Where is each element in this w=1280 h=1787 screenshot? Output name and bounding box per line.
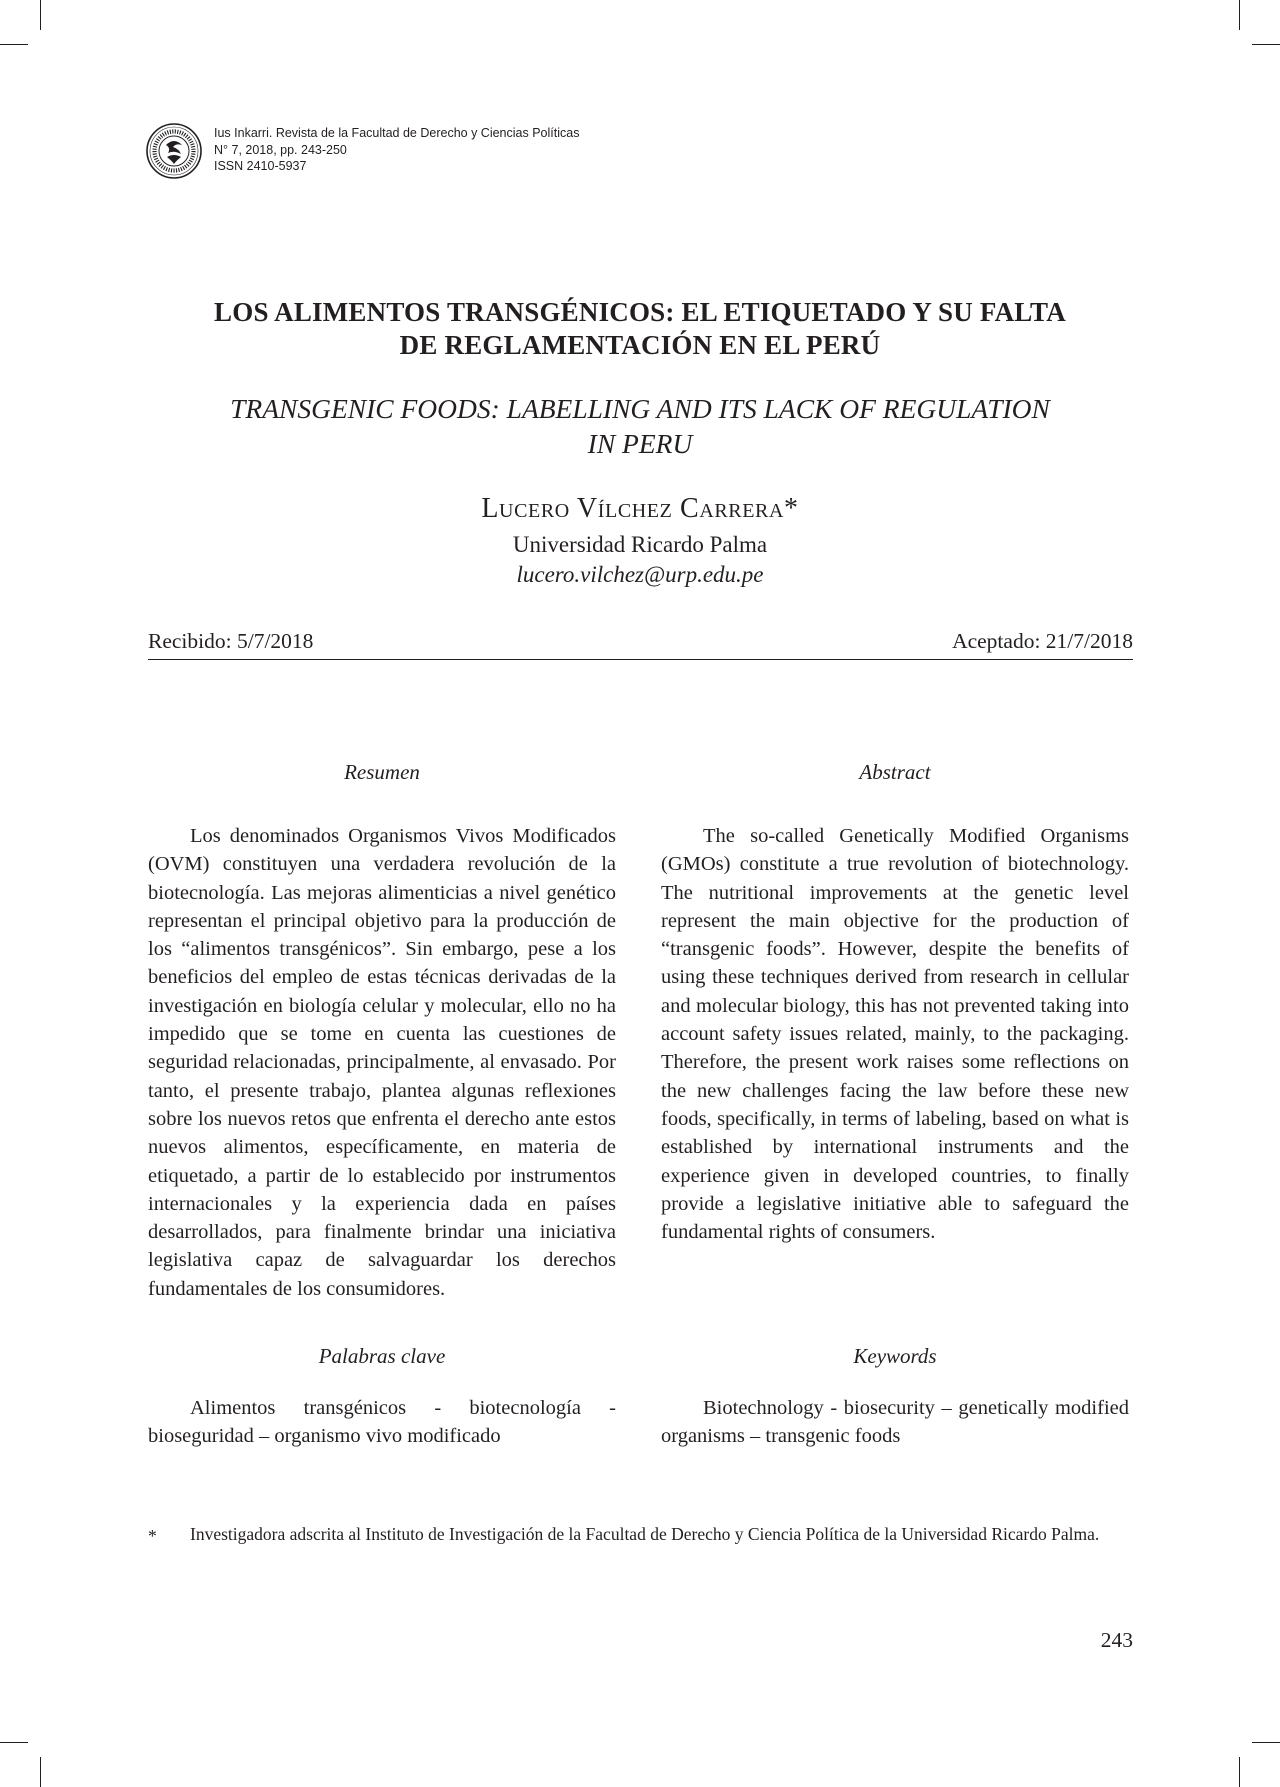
footnote-mark: * [148,1526,157,1546]
abstract-body [661,822,1129,1246]
resumen-column [148,760,616,1303]
resumen-body [148,822,616,1303]
keywords-es-text: Alimentos transgénicos - biotecnología - bioseguridad – organismo vivo modificado [148,1397,616,1448]
crop-mark-bottom-left-h [0,1742,28,1743]
resumen-paragraph: Los denominados Organismos Vivos Modificados (OVM) constituyen una verdadera revolución de la biotecnología. Las mejoras alimenticias a nivel genético representan el principal objetivo para la producción de los “alimentos transgénicos”. Sin embargo, pese a los beneficios del empleo de estas técnicas derivadas de la investigación en biología celular y molecular, ello no ha impedido que se tome en cuenta las cuestiones de seguridad relacionadas, principalmente, al envasado. Por tanto, el presente trabajo, plantea algunas reflexiones sobre los nuevos retos que enfrenta el derecho ante estos nuevos alimentos, específicamente, en materia de etiquetado, a partir de lo establecido por instrumentos internacionales y la experiencia dada en países desarrollados, para finalmente brindar una iniciativa legislativa capaz de salvaguardar los derechos fundamentales de los consumidores. [148,825,616,1300]
abstract-column [661,760,1129,1246]
keywords-es [148,1394,616,1451]
crop-mark-top-right-h [1252,44,1280,45]
journal-issn: ISSN 2410-5937 [214,159,307,173]
footnote-text: Investigadora adscrita al Instituto de Investigación de la Facultad de Derecho y Ciencia Política de la Universidad Ricardo Palma. [190,1524,1100,1544]
keywords-en [661,1394,1129,1451]
abstract-paragraph: The so-called Genetically Modified Organisms (GMOs) constitute a true revolution of biotechnology. The nutritional improvements at the genetic level represent the main objective for the production of “transgenic foods”. However, despite the benefits of using these techniques derived from research in cellular and molecular biology, this has not prevented taking into account safety issues related, mainly, to the packaging. Therefore, the present work raises some reflections on the new challenges facing the law before these new foods, specifically, in terms of labeling, based on what is established by international instruments and the experience given in developed countries, to finally provide a legislative initiative able to safeguard the fundamental rights of consumers. [661,825,1129,1244]
crop-mark-bottom-left-v [40,1757,41,1787]
crop-mark-bottom-right-v [1239,1757,1240,1787]
crop-mark-top-right-v [1239,0,1240,30]
page-number: 243 [1100,1628,1133,1652]
received-date: Recibido: 5/7/2018 [148,629,314,653]
resumen-heading: Resumen [344,760,420,784]
title-spanish-line-2: DE REGLAMENTACIÓN EN EL PERÚ [399,330,881,360]
journal-issue: N° 7, 2018, pp. 243-250 [214,142,347,157]
title-spanish-line-1: LOS ALIMENTOS TRANSGÉNICOS: EL ETIQUETADO Y SU FALTA [214,297,1066,327]
crop-mark-top-left-h [0,44,28,45]
author-name: Lucero Vílchez Carrera* [481,493,799,524]
abstract-heading: Abstract [859,760,931,784]
keywords-es-heading: Palabras clave [318,1344,446,1368]
keywords-en-heading: Keywords [853,1344,937,1368]
dates-row [148,629,1133,660]
crop-mark-bottom-right-h [1252,1742,1280,1743]
university-seal-icon [146,123,202,179]
keywords-en-text: Biotechnology - biosecurity – genetically modified organisms – transgenic foods [661,1397,1129,1448]
title-spanish [150,296,1130,362]
author-email: lucero.vilchez@urp.edu.pe [516,562,764,587]
crop-mark-top-left-v [40,0,41,30]
title-english-line-2: IN PERU [587,428,693,459]
journal-name: Ius Inkarri. Revista de la Facultad de Derecho y Ciencias Políticas [214,126,580,140]
title-english-line-1: TRANSGENIC FOODS: LABELLING AND ITS LACK OF REGULATION [230,393,1050,424]
accepted-date: Aceptado: 21/7/2018 [952,629,1133,653]
journal-info [214,125,694,175]
footnote [148,1522,1133,1546]
author-affiliation: Universidad Ricardo Palma [512,532,768,557]
title-english [150,391,1130,461]
